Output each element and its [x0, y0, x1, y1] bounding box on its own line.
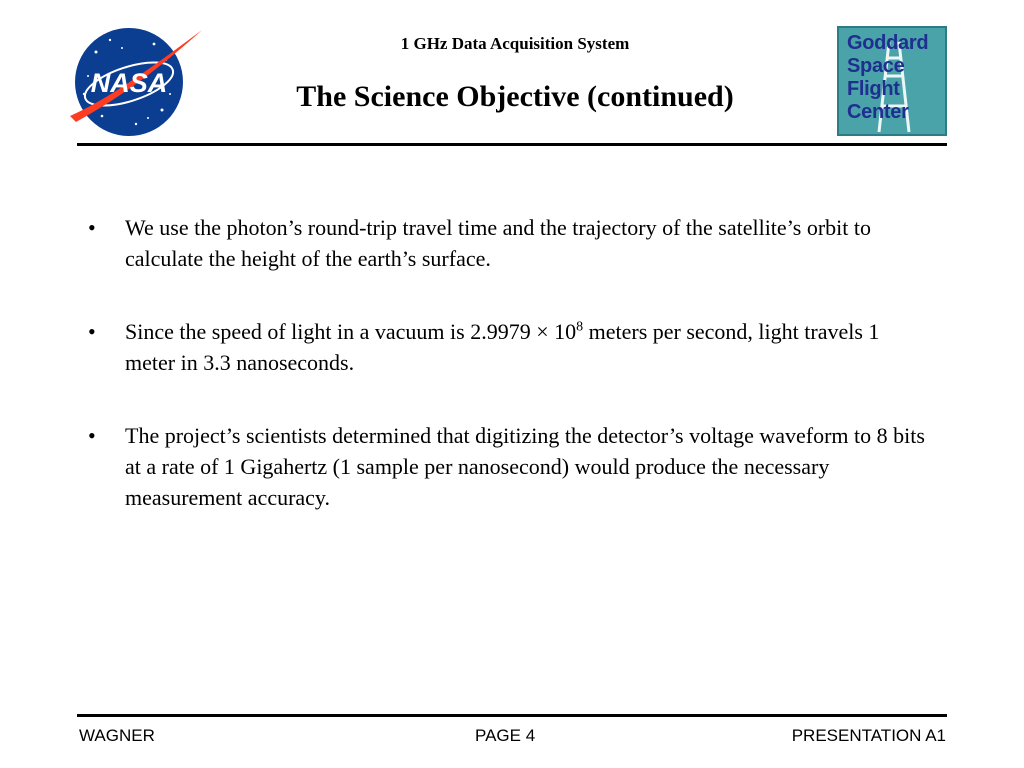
nasa-logo-text: NASA [90, 68, 168, 98]
bullet-text: The project’s scientists determined that digitizing the detector’s voltage waveform to 8 bits at a rate of 1 Gigahertz (1 sample per nanosecond) would produce the necessary measurement accuracy. [125, 423, 925, 510]
footer-presentation-id: PRESENTATION A1 [791, 726, 946, 745]
slide-title: The Science Objective (continued) [296, 80, 734, 113]
gsfc-line-center: Center [847, 101, 909, 123]
footer-author: WAGNER [79, 726, 155, 745]
bullet-text-before: Since the speed of light in a vacuum is 2.9979 × 10 [125, 319, 577, 344]
bullet-icon: • [88, 423, 96, 448]
gsfc-line-space: Space [847, 55, 905, 77]
gsfc-logo-text [847, 32, 928, 124]
nasa-logo [66, 24, 206, 140]
bullet-icon: • [88, 319, 96, 344]
bullet-item [78, 420, 928, 513]
bullet-icon: • [88, 215, 96, 240]
gsfc-logo [837, 26, 947, 136]
bullet-superscript: 8 [576, 319, 584, 335]
slide-subtitle: 1 GHz Data Acquisition System [400, 34, 630, 53]
footer-divider [77, 714, 947, 717]
bullet-item [78, 212, 928, 274]
bullet-item [78, 316, 928, 378]
header-divider [77, 143, 947, 146]
gsfc-line-flight: Flight [847, 78, 900, 100]
bullet-text-after: meters per second, light travels 1 meter in 3.3 nanoseconds. [125, 319, 880, 375]
bullet-text: We use the photon’s round-trip travel time and the trajectory of the satellite’s orbit to calculate the height of the earth’s surface. [125, 215, 872, 271]
bullet-list [78, 212, 928, 555]
gsfc-line-goddard: Goddard [847, 32, 929, 54]
footer-page-number: PAGE 4 [475, 726, 536, 745]
